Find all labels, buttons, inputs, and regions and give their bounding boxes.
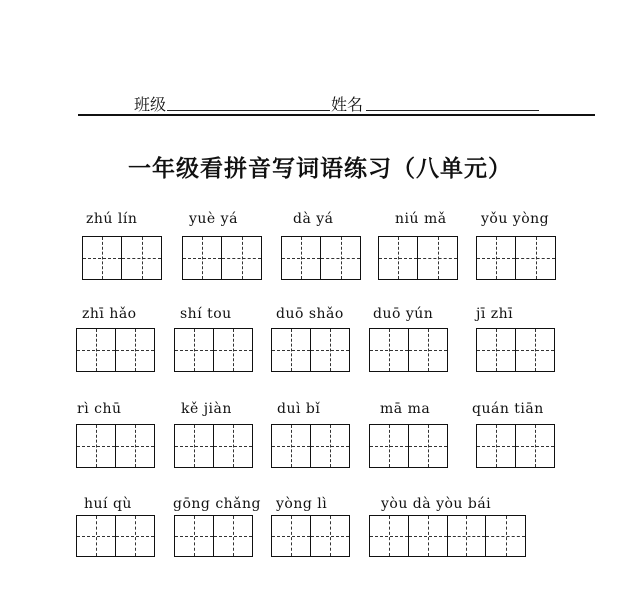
pinyin-label: yǒu yòng [481, 211, 550, 227]
pinyin-label: shí tou [180, 306, 232, 322]
writing-grid[interactable] [281, 236, 361, 280]
pinyin-label: zhī hǎo [82, 306, 137, 322]
name-label: 姓名 [331, 95, 364, 114]
name-field[interactable] [366, 110, 539, 111]
pinyin-label: rì chū [77, 401, 122, 417]
writing-grid[interactable] [271, 328, 350, 372]
writing-grid[interactable] [174, 515, 253, 557]
writing-grid[interactable] [76, 328, 155, 372]
pinyin-label: yòu dà yòu bái [381, 496, 492, 512]
writing-grid[interactable] [476, 424, 555, 468]
writing-grid[interactable] [182, 236, 262, 280]
pinyin-label: jī zhī [476, 306, 514, 322]
writing-grid[interactable] [476, 328, 555, 372]
pinyin-label: kě jiàn [181, 401, 232, 417]
pinyin-label: zhú lín [86, 211, 138, 227]
writing-grid[interactable] [174, 424, 253, 468]
worksheet-title: 一年级看拼音写词语练习（八单元） [128, 156, 512, 182]
writing-grid[interactable] [369, 515, 526, 557]
writing-grid[interactable] [76, 515, 155, 557]
pinyin-label: huí qù [84, 496, 132, 512]
pinyin-label: duō shǎo [276, 306, 344, 322]
writing-grid[interactable] [271, 515, 350, 557]
pinyin-label: yòng lì [276, 496, 328, 512]
writing-grid[interactable] [174, 328, 253, 372]
header-rule [78, 114, 595, 116]
pinyin-label: niú mǎ [395, 211, 447, 227]
writing-grid[interactable] [82, 236, 162, 280]
pinyin-label: yuè yá [189, 211, 238, 227]
writing-grid[interactable] [476, 236, 556, 280]
writing-grid[interactable] [76, 424, 155, 468]
writing-grid[interactable] [271, 424, 350, 468]
pinyin-label: quán tiān [472, 401, 544, 417]
pinyin-label: gōng chǎng [173, 496, 262, 512]
pinyin-label: duō yún [373, 306, 434, 322]
writing-grid[interactable] [369, 424, 448, 468]
writing-grid[interactable] [378, 236, 458, 280]
pinyin-label: mā ma [380, 401, 431, 417]
writing-grid[interactable] [369, 328, 448, 372]
class-field[interactable] [167, 110, 330, 111]
pinyin-label: duì bǐ [277, 401, 321, 417]
class-label: 班级 [134, 95, 167, 114]
pinyin-label: dà yá [293, 211, 334, 227]
